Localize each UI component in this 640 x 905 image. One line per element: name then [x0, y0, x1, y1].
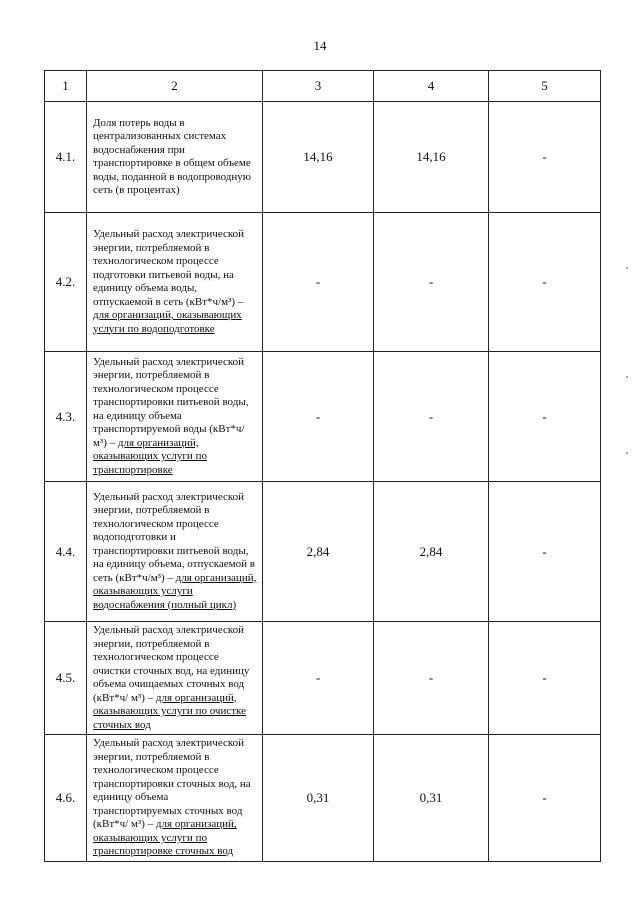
value-col5: -	[489, 102, 601, 213]
description-text: Удельный расход электрической энергии, потребляемой в технологическом процессе водоподготовки и транспортировки питьевой воды, на единицу объема, отпускаемой в сеть (кВт*ч/м³) –	[93, 490, 255, 584]
table-row	[45, 352, 601, 482]
row-number: 4.4.	[45, 482, 87, 622]
indicator-description	[87, 102, 263, 213]
scan-speck	[626, 452, 628, 454]
indicator-description	[87, 352, 263, 482]
value-col5: -	[489, 482, 601, 622]
description-underlined-text: для организаций, оказывающих услуги водоснабжения (полный цикл)	[93, 571, 257, 611]
value-col3: -	[263, 213, 374, 352]
column-header: 1	[45, 71, 87, 102]
description-text: Удельный расход электрической энергии, потребляемой в технологическом процессе транспортировки питьевой воды, на единицу объема транспортируемой воды (кВт*ч/м³) –	[93, 355, 249, 449]
indicators-table	[44, 70, 601, 862]
description-underlined-text: для организаций, оказывающих услуги по транспортировке	[93, 436, 207, 476]
value-col4: -	[374, 213, 489, 352]
table-row	[45, 213, 601, 352]
value-col5: -	[489, 352, 601, 482]
value-col3: 2,84	[263, 482, 374, 622]
description-underlined-text: для организаций, оказывающих услуги по транспортировке сточных вод	[93, 818, 237, 858]
table-row	[45, 735, 601, 862]
column-header: 4	[374, 71, 489, 102]
value-col4: 14,16	[374, 102, 489, 213]
indicator-description	[87, 622, 263, 735]
value-col5: -	[489, 735, 601, 862]
description-text: Доля потерь воды в централизованных системах водоснабжения при транспортировке в общем объеме воды, поданной в водопроводную сеть (в процентах)	[93, 116, 251, 196]
description-text: Удельный расход электрической энергии, потребляемой в технологическом процессе подготовки питьевой воды, на единицу объема воды, отпускаемой в сеть (кВт*ч/м³) –	[93, 228, 245, 308]
row-number: 4.5.	[45, 622, 87, 735]
indicator-description	[87, 213, 263, 352]
value-col3: 0,31	[263, 735, 374, 862]
value-col4: 2,84	[374, 482, 489, 622]
indicator-description	[87, 735, 263, 862]
column-header: 2	[87, 71, 263, 102]
value-col3: 14,16	[263, 102, 374, 213]
description-text: Удельный расход электрической энергии, потребляемой в технологическом процессе очистки сточных вод, на единицу объема очищаемых сточных вод (кВт*ч/ м³) –	[93, 624, 250, 704]
description-text: Удельный расход электрической энергии, потребляемой в технологическом процессе транспортировки сточных вод, на единицу объема транспортируемых сточных вод (кВт*ч/ м³) –	[93, 737, 251, 831]
value-col5: -	[489, 622, 601, 735]
scan-speck	[626, 267, 628, 269]
value-col4: 0,31	[374, 735, 489, 862]
value-col3: -	[263, 622, 374, 735]
column-header: 3	[263, 71, 374, 102]
row-number: 4.6.	[45, 735, 87, 862]
page-number: 14	[313, 38, 327, 53]
column-header: 5	[489, 71, 601, 102]
row-number: 4.3.	[45, 352, 87, 482]
value-col4: -	[374, 622, 489, 735]
row-number: 4.2.	[45, 213, 87, 352]
table-header-row	[45, 71, 601, 102]
row-number: 4.1.	[45, 102, 87, 213]
value-col4: -	[374, 352, 489, 482]
table-row	[45, 622, 601, 735]
description-underlined-text: для организаций, оказывающих услуги по водоподготовке	[93, 309, 242, 335]
indicator-description	[87, 482, 263, 622]
description-underlined-text: для организаций, оказывающих услуги по очистке сточных вод	[93, 691, 246, 731]
table-row	[45, 482, 601, 622]
value-col5: -	[489, 213, 601, 352]
value-col3: -	[263, 352, 374, 482]
table-row	[45, 102, 601, 213]
scan-speck	[626, 376, 628, 378]
